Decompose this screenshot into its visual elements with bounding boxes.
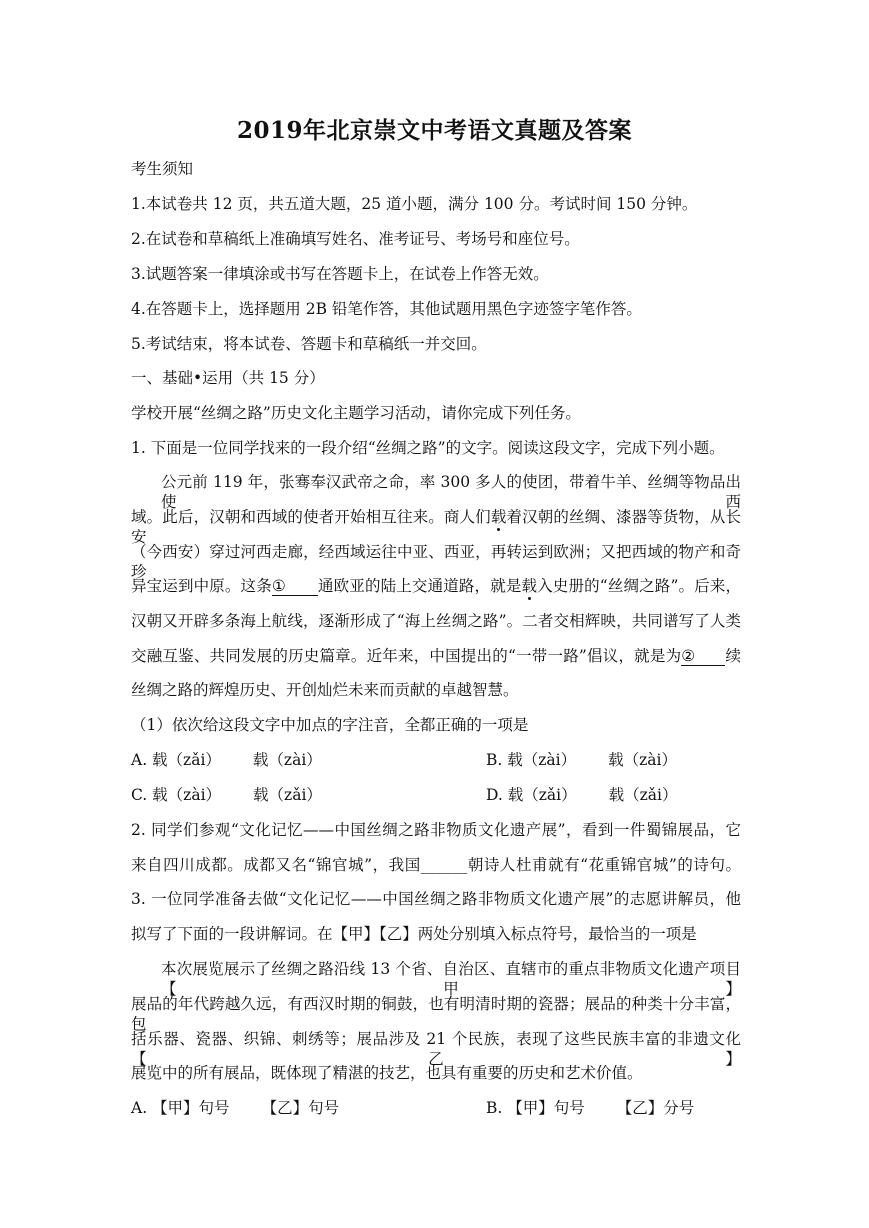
section-intro: 学校开展“丝绸之路”历史文化主题学习活动，请你完成下列任务。 (131, 404, 581, 422)
passage-text: 交融互鉴、共同发展的历史篇章。近年来，中国提出的“一带一路”倡议，就是为 (131, 647, 682, 665)
notice-heading: 考生须知 (131, 160, 194, 178)
option-b (486, 750, 786, 770)
passage-text: 通欧亚的陆上交通道路，就是 (317, 577, 522, 595)
option-d-value: 载（zǎi） (608, 786, 678, 804)
question-3-line-1: 3. 一位同学准备去做“文化记忆——中国丝绸之路非物质文化遗产展”的志愿讲解员，他 (131, 890, 741, 908)
option-a-label: A. 载（zǎi） (131, 751, 221, 769)
option-b-value: 【乙】分号 (616, 1099, 695, 1117)
question-3-passage-3: 括乐器、瓷器、织锦、刺绣等；展品涉及 21 个民族，表现了这些民族丰富的非遗文化【乙】 (131, 1030, 741, 1068)
question-3-passage-2: 展品的年代跨越久远，有西汉时期的铜鼓，也有明清时期的瓷器；展品的种类十分丰富，包 (131, 995, 741, 1033)
option-a-value: 载（zài） (252, 751, 322, 769)
passage-text: 域。此后，汉朝和西域的使者开始相互往来。商人们 (131, 508, 491, 526)
question-1-1-stem: （1）依次给这段文字中加点的字注音，全都正确的一项是 (131, 716, 529, 734)
notice-item-3: 3.试题答案一律填涂或书写在答题卡上，在试卷上作答无效。 (131, 265, 549, 283)
option-d-label: D. 载（zǎi） (486, 786, 577, 804)
passage-line-3: （今西安）穿过河西走廊，经西域运往中亚、西亚，再转运到欧洲；又把西域的物产和奇珍 (131, 543, 741, 581)
question-3-passage-4: 展览中的所有展品，既体现了精湛的技艺，也具有重要的历史和艺术价值。 (131, 1064, 643, 1082)
passage-line-1: 公元前 119 年，张骞奉汉武帝之命，率 300 多人的使团，带着牛羊、丝绸等物品出使西 (161, 473, 741, 511)
dotted-char-1: 载 (490, 508, 507, 526)
option-c-value: 载（zǎi） (253, 786, 322, 804)
question-1-stem: 1. 下面是一位同学找来的一段介绍“丝绸之路”的文字。阅读这段文字，完成下列小题。 (131, 439, 725, 457)
notice-item-2: 2.在试卷和草稿纸上准确填写姓名、准考证号、考场号和座位号。 (131, 230, 580, 248)
question-3-passage-1: 本次展览展示了丝绸之路沿线 13 个省、自治区、直辖市的重点非物质文化遗产项目【甲】 (161, 960, 741, 998)
passage-line-4 (131, 576, 741, 596)
passage-text: 续 (725, 647, 741, 665)
question-2-line-2: 来自四川成都。成都又名“锦官城”，我国______朝诗人杜甫就有“花重锦官城”的诗句。 (131, 856, 741, 874)
passage-text: 入史册的“丝绸之路”。后来， (537, 577, 741, 595)
passage-line-7: 丝绸之路的辉煌历史、开创灿烂未来而贡献的卓越智慧。 (131, 681, 519, 699)
option-b-label: B. 【甲】句号 (486, 1099, 585, 1117)
fill-blank-1: ① (272, 577, 318, 596)
passage-line-5: 汉朝又开辟多条海上航线，逐渐形成了“海上丝绸之路”。二者交相辉映，共同谱写了人类 (131, 612, 741, 630)
passage-line-6 (131, 646, 741, 666)
passage-line-2 (131, 507, 741, 547)
option-d (486, 785, 786, 805)
notice-item-5: 5.考试结束，将本试卷、答题卡和草稿纸一并交回。 (131, 335, 487, 353)
option-c-label: C. 载（zài） (131, 786, 222, 804)
page-title: 2019年北京崇文中考语文真题及答案 (236, 117, 632, 144)
option-b-label: B. 载（zài） (486, 751, 577, 769)
fill-blank-2: ② (681, 647, 725, 666)
dotted-char-2: 载 (521, 577, 538, 595)
option-a-value: 【乙】句号 (261, 1099, 340, 1117)
notice-item-4: 4.在答题卡上，选择题用 2B 铅笔作答，其他试题用黑色字迹签字笔作答。 (131, 300, 642, 318)
question-3-option-b (486, 1098, 786, 1118)
passage-text: 着汉朝的丝绸、漆器等货物，从长安 (131, 508, 741, 546)
option-a-label: A. 【甲】句号 (131, 1099, 230, 1117)
question-2-line-1: 2. 同学们参观“文化记忆——中国丝绸之路非物质文化遗产展”，看到一件蜀锦展品，它 (131, 821, 741, 839)
option-b-value: 载（zài） (608, 751, 677, 769)
section-heading: 一、基础•运用（共 15 分） (131, 369, 325, 387)
question-3-line-2: 拟写了下面的一段讲解词。在【甲】【乙】两处分别填入标点符号，最恰当的一项是 (131, 925, 697, 943)
passage-text: 异宝运到中原。这条 (131, 577, 272, 595)
notice-item-1: 1.本试卷共 12 页，共五道大题，25 道小题，满分 100 分。考试时间 150 分钟。 (131, 195, 698, 213)
